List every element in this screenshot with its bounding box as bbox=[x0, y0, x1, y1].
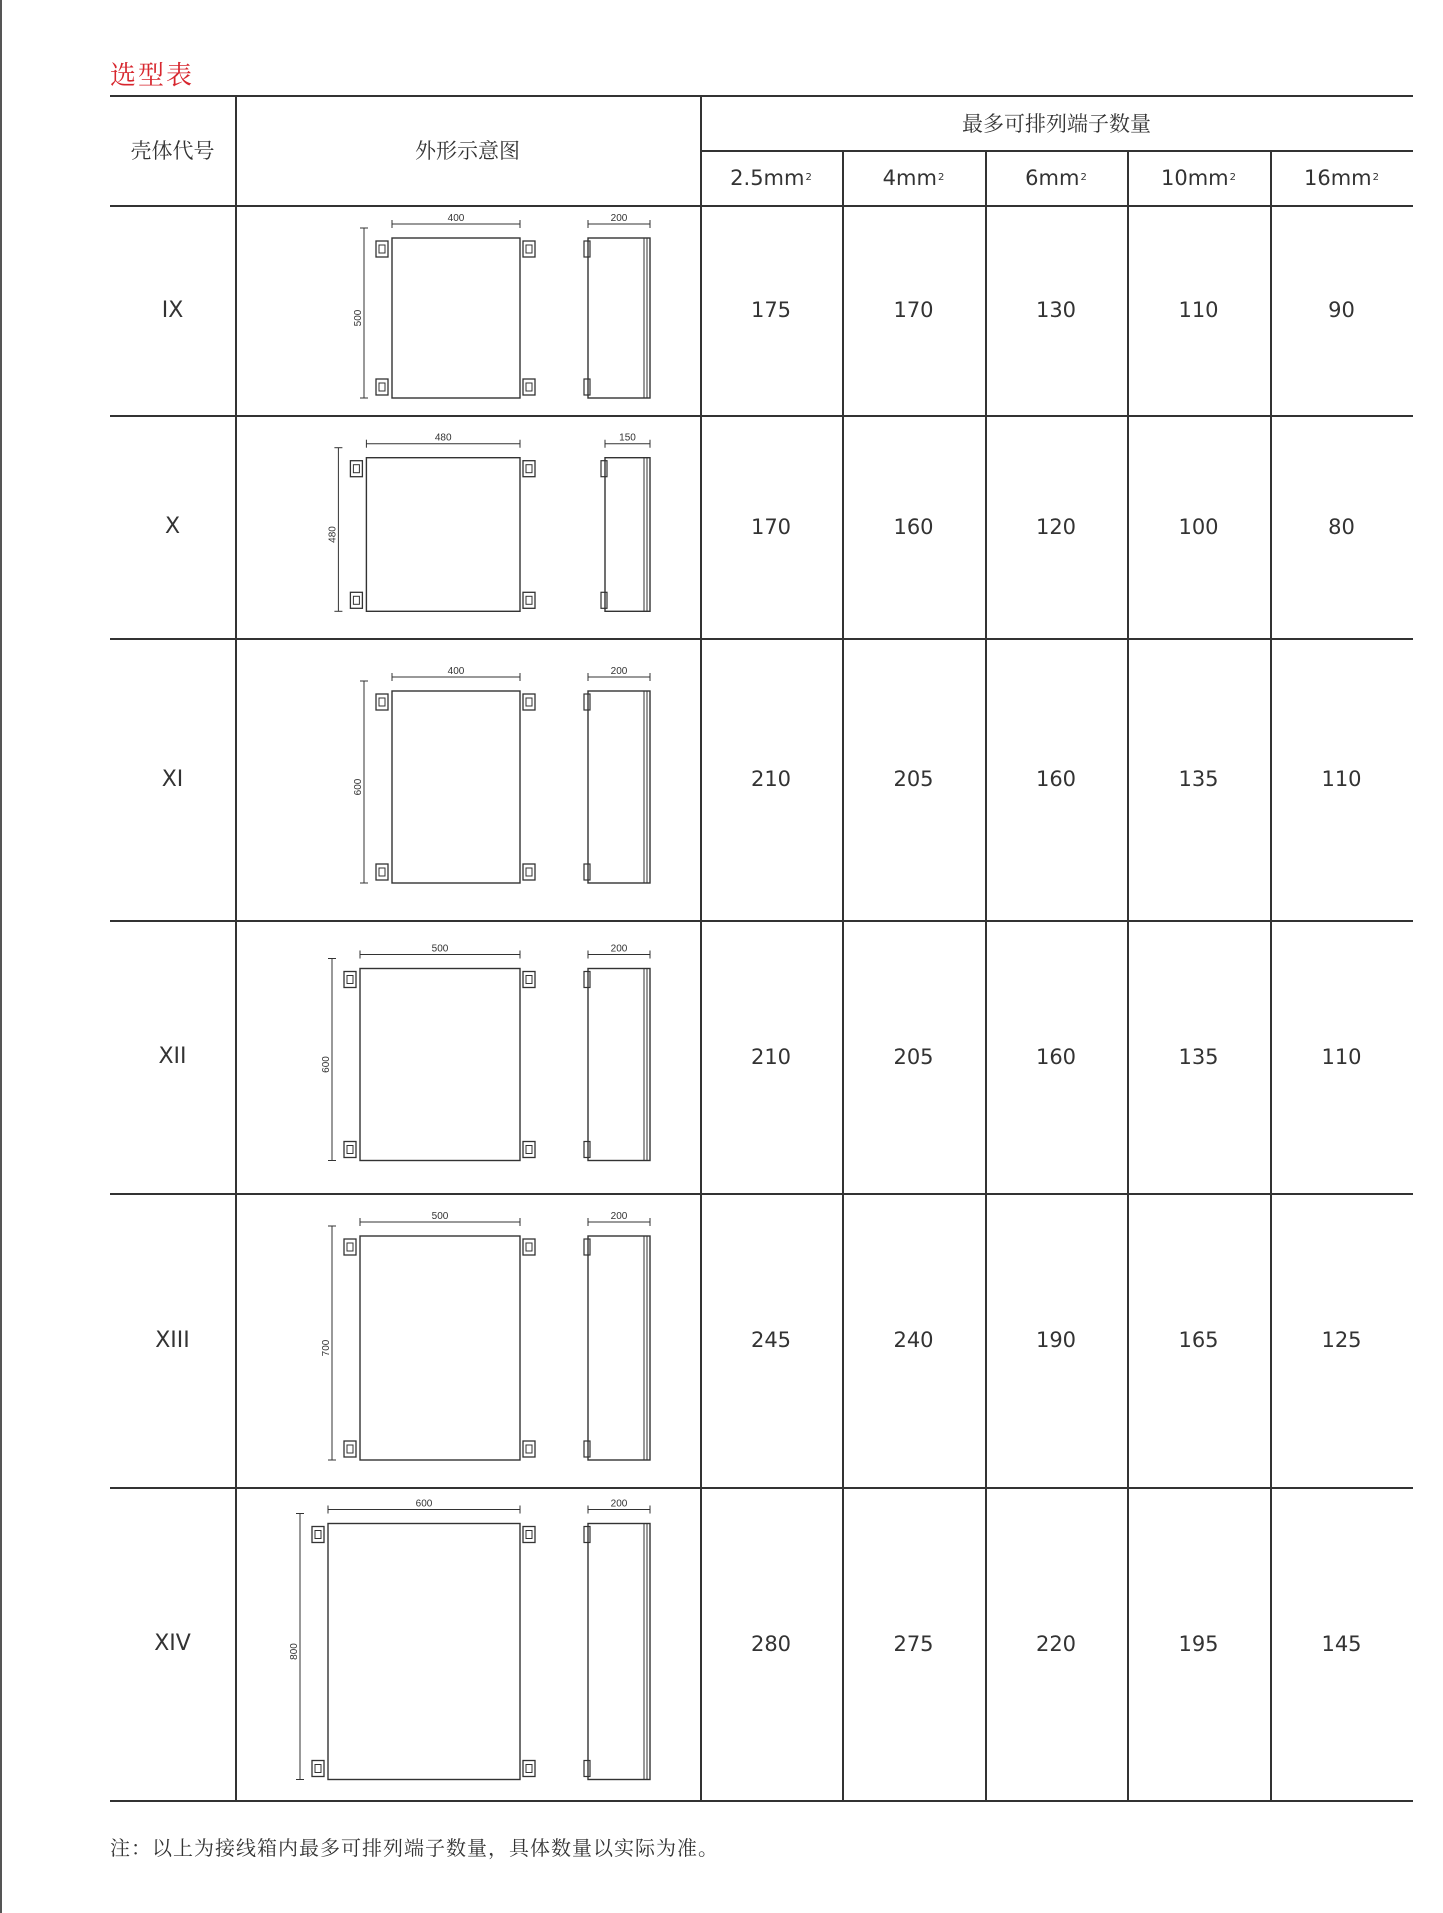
side-bracket-icon bbox=[601, 461, 607, 477]
side-bracket-icon bbox=[584, 241, 590, 257]
shell-code: XII bbox=[158, 1044, 187, 1069]
bracket-icon bbox=[523, 1761, 535, 1777]
side-bracket-icon bbox=[584, 1761, 590, 1777]
header-max-terminals: 最多可排列端子数量 bbox=[962, 111, 1151, 136]
header-code: 壳体代号 bbox=[130, 139, 215, 163]
front-view-body bbox=[328, 1524, 520, 1780]
width-label: 480 bbox=[434, 432, 452, 444]
front-view-body bbox=[392, 691, 520, 883]
shell-code: X bbox=[164, 514, 181, 539]
terminal-count: 160 bbox=[1035, 767, 1077, 791]
header-size-1 bbox=[842, 150, 985, 205]
side-bracket-icon bbox=[601, 592, 607, 608]
side-view-body bbox=[588, 238, 650, 398]
bracket-icon bbox=[523, 1239, 535, 1255]
size-label: 16mm bbox=[1303, 165, 1372, 190]
header-size-3 bbox=[1127, 150, 1270, 205]
bracket-icon bbox=[376, 379, 388, 395]
terminal-count: 145 bbox=[1321, 1631, 1362, 1656]
header-size-4 bbox=[1270, 150, 1413, 205]
shell-code: XI bbox=[161, 766, 184, 792]
bracket-icon bbox=[312, 1761, 324, 1777]
size-exponent: 2 bbox=[937, 172, 945, 183]
size-label: 4mm bbox=[882, 165, 937, 190]
width-label: 600 bbox=[415, 1498, 433, 1510]
enclosure-diagram bbox=[235, 1487, 700, 1800]
terminal-count: 165 bbox=[1178, 1328, 1219, 1352]
depth-label: 200 bbox=[610, 1211, 628, 1222]
footnote: 注：以上为接线箱内最多可排列端子数量，具体数量以实际为准。 bbox=[110, 1836, 719, 1860]
size-exponent: 2 bbox=[1229, 172, 1236, 183]
bracket-icon bbox=[376, 694, 388, 710]
bracket-icon bbox=[312, 1527, 324, 1543]
header-size-0 bbox=[700, 150, 842, 205]
terminal-count: 100 bbox=[1178, 514, 1219, 539]
terminal-count: 110 bbox=[1321, 767, 1362, 791]
width-label: 500 bbox=[431, 1211, 449, 1222]
terminal-count: 245 bbox=[750, 1328, 792, 1352]
size-label: 2.5mm bbox=[730, 165, 805, 190]
size-exponent: 2 bbox=[1080, 172, 1087, 183]
width-label: 500 bbox=[431, 943, 449, 955]
terminal-count: 160 bbox=[893, 514, 934, 539]
terminal-count: 110 bbox=[1178, 298, 1219, 322]
bracket-icon bbox=[523, 461, 535, 477]
size-exponent: 2 bbox=[1372, 172, 1379, 183]
terminal-count: 175 bbox=[750, 298, 792, 322]
side-view-body bbox=[588, 1236, 650, 1460]
bracket-icon bbox=[344, 1239, 356, 1255]
terminal-count: 195 bbox=[1178, 1631, 1219, 1656]
bracket-icon bbox=[350, 592, 362, 608]
terminal-count: 275 bbox=[893, 1631, 934, 1656]
bracket-icon bbox=[523, 972, 535, 988]
bracket-icon bbox=[523, 864, 535, 880]
front-view-body bbox=[366, 458, 520, 612]
page-title: 选型表 bbox=[110, 61, 195, 91]
bracket-icon bbox=[344, 1441, 356, 1457]
enclosure-diagram bbox=[235, 1193, 700, 1487]
terminal-count: 240 bbox=[893, 1328, 934, 1352]
terminal-count: 125 bbox=[1321, 1328, 1362, 1352]
front-view-body bbox=[360, 1236, 520, 1460]
enclosure-diagram bbox=[235, 205, 700, 415]
bracket-icon bbox=[376, 864, 388, 880]
terminal-count: 170 bbox=[750, 514, 792, 539]
width-label: 400 bbox=[447, 213, 465, 224]
bracket-icon bbox=[344, 972, 356, 988]
bracket-icon bbox=[523, 1441, 535, 1457]
depth-label: 150 bbox=[619, 432, 636, 444]
terminal-count: 120 bbox=[1035, 514, 1077, 539]
table-bottom-rule bbox=[110, 1800, 1413, 1802]
terminal-count: 160 bbox=[1035, 1044, 1077, 1069]
side-bracket-icon bbox=[584, 972, 590, 988]
bracket-icon bbox=[350, 461, 362, 477]
terminal-count: 210 bbox=[750, 1044, 792, 1069]
side-bracket-icon bbox=[584, 1142, 590, 1158]
size-exponent: 2 bbox=[805, 172, 812, 183]
terminal-count: 205 bbox=[893, 1044, 934, 1069]
header-size-2 bbox=[985, 150, 1127, 205]
enclosure-diagram bbox=[235, 638, 700, 920]
terminal-count: 110 bbox=[1321, 1044, 1362, 1069]
terminal-count: 190 bbox=[1035, 1328, 1077, 1352]
terminal-count: 210 bbox=[750, 767, 792, 791]
terminal-count: 130 bbox=[1035, 298, 1077, 322]
bracket-icon bbox=[523, 694, 535, 710]
bracket-icon bbox=[523, 1527, 535, 1543]
page-left-edge bbox=[0, 0, 2, 1913]
terminal-count: 80 bbox=[1328, 514, 1355, 539]
width-label: 400 bbox=[447, 666, 465, 677]
side-bracket-icon bbox=[584, 1239, 590, 1255]
side-bracket-icon bbox=[584, 864, 590, 880]
height-label: 600 bbox=[321, 1056, 332, 1073]
bracket-icon bbox=[523, 592, 535, 608]
terminal-count: 220 bbox=[1035, 1631, 1077, 1656]
enclosure-diagram bbox=[235, 415, 700, 638]
height-label: 500 bbox=[353, 309, 364, 327]
enclosure-diagram bbox=[235, 920, 700, 1193]
bracket-icon bbox=[523, 379, 535, 395]
shell-code: XIV bbox=[154, 1631, 191, 1656]
shell-code: XIII bbox=[155, 1327, 190, 1353]
terminal-count: 170 bbox=[893, 298, 934, 322]
header-diagram: 外形示意图 bbox=[415, 139, 520, 163]
side-bracket-icon bbox=[584, 694, 590, 710]
depth-label: 200 bbox=[610, 1498, 628, 1510]
side-view-body bbox=[588, 691, 650, 883]
bracket-icon bbox=[523, 1142, 535, 1158]
terminal-count: 135 bbox=[1178, 1044, 1219, 1069]
terminal-count: 135 bbox=[1178, 767, 1219, 791]
side-view-body bbox=[605, 458, 650, 612]
height-label: 700 bbox=[321, 1339, 332, 1357]
bracket-icon bbox=[376, 241, 388, 257]
bracket-icon bbox=[523, 241, 535, 257]
terminal-count: 90 bbox=[1328, 298, 1355, 322]
side-view-body bbox=[588, 969, 650, 1161]
height-label: 600 bbox=[353, 778, 364, 796]
shell-code: IX bbox=[161, 297, 184, 323]
depth-label: 200 bbox=[610, 666, 628, 677]
terminal-count: 205 bbox=[893, 767, 934, 791]
depth-label: 200 bbox=[610, 943, 628, 955]
front-view-body bbox=[392, 238, 520, 398]
size-label: 6mm bbox=[1025, 165, 1080, 190]
side-bracket-icon bbox=[584, 1527, 590, 1543]
bracket-icon bbox=[344, 1142, 356, 1158]
side-bracket-icon bbox=[584, 379, 590, 395]
terminal-count: 280 bbox=[750, 1631, 792, 1656]
front-view-body bbox=[360, 969, 520, 1161]
side-view-body bbox=[588, 1524, 650, 1780]
height-label: 480 bbox=[327, 526, 339, 543]
size-label: 10mm bbox=[1160, 165, 1229, 190]
side-bracket-icon bbox=[584, 1441, 590, 1457]
depth-label: 200 bbox=[610, 213, 628, 224]
height-label: 800 bbox=[289, 1643, 300, 1660]
